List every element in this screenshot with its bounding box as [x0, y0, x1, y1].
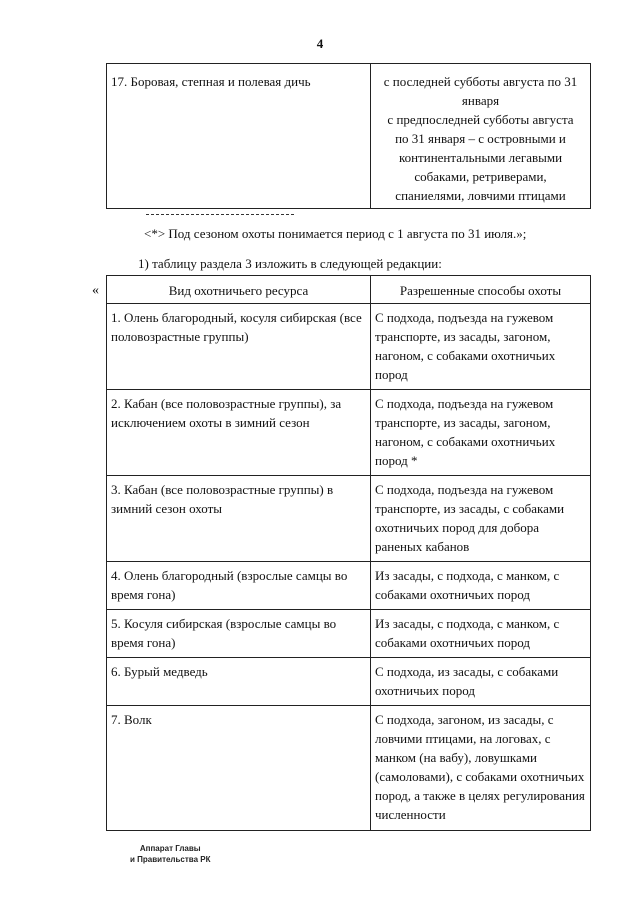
season-line: спаниелями, ловчими птицами	[395, 188, 566, 203]
table-row	[107, 390, 591, 476]
table-header-row	[107, 276, 591, 304]
header-methods: Разрешенные способы охоты	[371, 276, 591, 304]
season-line: собаками, ретриверами,	[414, 169, 547, 184]
resource-cell: 7. Волк	[107, 706, 371, 831]
table-row	[107, 304, 591, 390]
table-row	[107, 476, 591, 562]
resource-cell: 17. Боровая, степная и полевая дичь	[107, 64, 371, 209]
season-line: с последней субботы августа по 31	[383, 74, 578, 89]
methods-cell: С подхода, подъезда на гужевом транспорте, из засады, с собаками охотничьих пород для добора раненых кабанов	[371, 476, 591, 562]
page-number: 4	[316, 36, 324, 51]
hunting-methods-table	[106, 275, 591, 831]
table-row	[107, 610, 591, 658]
signature-line: Аппарат Главы	[139, 844, 201, 853]
footnote-separator	[146, 214, 294, 215]
methods-cell: С подхода, подъезда на гужевом транспорте, из засады, загоном, нагоном, с собаками охотничьих пород	[371, 304, 591, 390]
season-line: по 31 января – с островными и	[395, 131, 566, 146]
opening-quote: «	[92, 283, 99, 298]
table-row	[107, 562, 591, 610]
season-line: с предпоследней субботы августа	[387, 112, 574, 127]
methods-cell: Из засады, с подхода, с манком, с собаками охотничьих пород	[371, 562, 591, 610]
resource-cell: 2. Кабан (все половозрастные группы), за исключением охоты в зимний сезон	[107, 390, 371, 476]
signature-stamp	[130, 843, 211, 865]
season-table-continued	[106, 63, 591, 209]
methods-cell: С подхода, из засады, с собаками охотничьих пород	[371, 658, 591, 706]
season-line: января	[461, 93, 500, 108]
footnote: <*> Под сезоном охоты понимается период с 1 августа по 31 июля.»;	[144, 226, 527, 241]
resource-cell: 6. Бурый медведь	[107, 658, 371, 706]
signature-line: и Правительства РК	[130, 855, 211, 864]
amendment-item: 1) таблицу раздела 3 изложить в следующей редакции:	[138, 256, 442, 271]
resource-cell: 1. Олень благородный, косуля сибирская (все половозрастные группы)	[107, 304, 371, 390]
season-line: континентальными легавыми	[398, 150, 563, 165]
methods-cell: С подхода, подъезда на гужевом транспорте, из засады, загоном, нагоном, с собаками охотничьих пород *	[371, 390, 591, 476]
header-resource: Вид охотничьего ресурса	[107, 276, 371, 304]
resource-cell: 3. Кабан (все половозрастные группы) в зимний сезон охоты	[107, 476, 371, 562]
table-row	[107, 64, 591, 209]
table-row	[107, 658, 591, 706]
table-row	[107, 706, 591, 831]
methods-cell: С подхода, загоном, из засады, с ловчими птицами, на логовах, с манком (на вабу), ловушками (самоловами), с собаками охотничьих пород, а также в целях регулирования численности	[371, 706, 591, 831]
resource-cell: 5. Косуля сибирская (взрослые самцы во время гона)	[107, 610, 371, 658]
resource-cell: 4. Олень благородный (взрослые самцы во время гона)	[107, 562, 371, 610]
season-cell	[371, 64, 591, 209]
methods-cell: Из засады, с подхода, с манком, с собаками охотничьих пород	[371, 610, 591, 658]
